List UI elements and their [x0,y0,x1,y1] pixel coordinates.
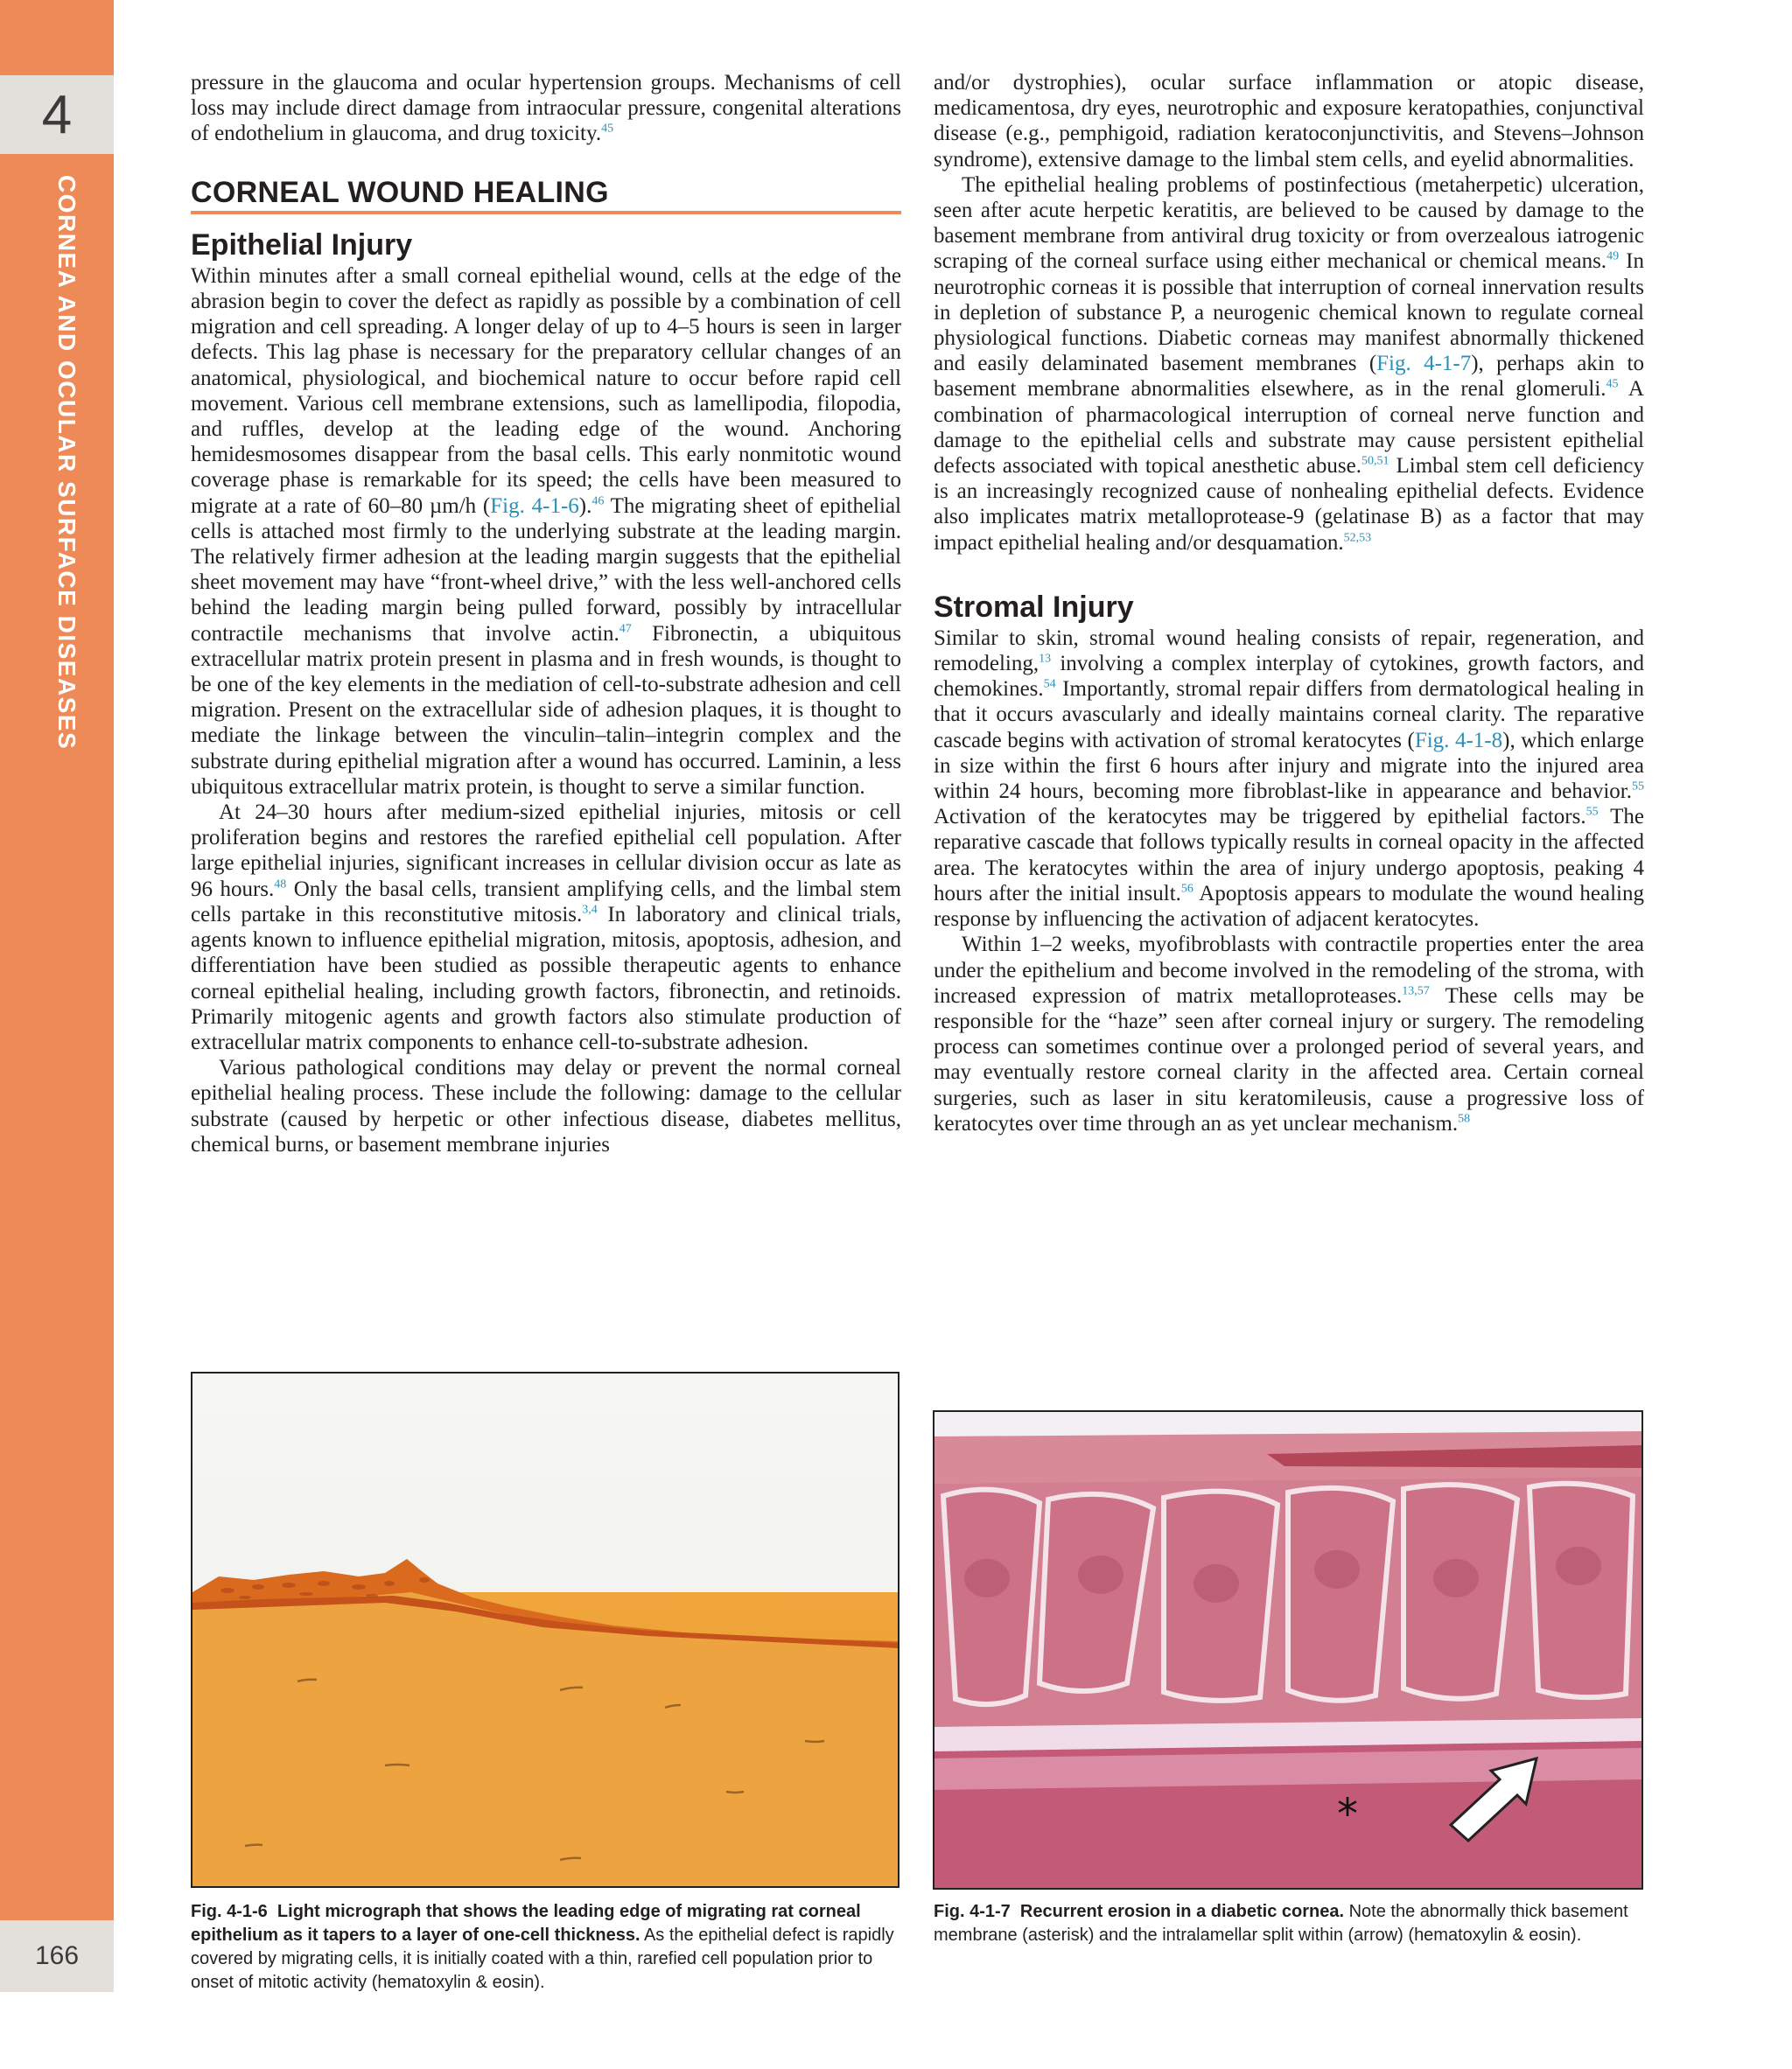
figure-label: Fig. 4-1-6 [191,1902,268,1921]
reference-superscript: 47 [619,622,632,636]
reference-superscript: 13 [1039,652,1052,666]
right-text-column [934,70,1644,1136]
reference-superscript: 54 [1043,677,1056,691]
figure-link[interactable]: Fig. 4-1-6 [490,493,579,518]
caption-body: As the epithelial defect is rapidly covered by migrating cells, it is initially coated with a thin, rarefied cell population prior to onset of mitotic activity (hematoxylin & eosin). [191,1926,894,1992]
body-paragraph: and/or dystrophies), ocular surface inflammation or atopic disease, medicamentosa, dry eyes, neurotrophic and exposure keratopathies, conjunctival disease (e.g., pemphigoid, radiation keratoconjunctivitis, and Stevens–Johnson syndrome), extensive damage to the limbal stem cells, and eyelid abnormalities. [934,71,1644,171]
reference-superscript: 50,51 [1362,454,1390,468]
page-number: 166 [34,1941,80,1970]
body-paragraph: At 24–30 hours after medium-sized epithelial injuries, mitosis or cell proliferation begins and restores the rarefied epithelial cell population. After large epithelial injuries, significant increases in cellular division occur as late as 96 hours.$^{48}$ Only the basal cells, transient amplifying cells, and the limbal stem cells partake in this reconstitutive mitosis.$^{3,4}$ In laboratory and clinical trials, agents known to influence epithelial migration, mitosis, apoptosis, adhesion, and differentiation have been studied as possible therapeutic agents to enhance corneal epithelial healing, including growth factors, fibronectin, and retinoids. Primarily mitogenic agents and growth factors also stimulate production of extracellular matrix components to enhance cell-to-substrate adhesion. [191,800,901,1054]
reference-superscript: 46 [592,494,605,508]
reference-superscript: 45 [601,122,614,136]
reference-superscript: 48 [274,877,287,891]
figure-4-1-7-micrograph [933,1410,1643,1890]
body-paragraph: Various pathological conditions may delay or prevent the normal corneal epithelial healing process. These include the following: damage to the cellular substrate (caused by herpetic or other infectious disease, diabetes mellitus, chemical burns, or basement membrane injuries [191,1056,901,1157]
figure-link[interactable]: Fig. 4-1-7 [1376,352,1472,376]
chapter-number-box [0,75,114,154]
caption-title: Light micrograph that shows the leading edge of migrating rat corneal epithelium as it tapers to a layer of one-cell thickness. [191,1902,861,1945]
reference-superscript: 3,4 [582,903,598,917]
left-text-column [191,70,901,1157]
chapter-number: 4 [41,84,73,145]
reference-superscript: 58 [1458,1112,1471,1126]
body-paragraph: Within 1–2 weeks, myofibroblasts with contractile properties enter the area under the epithelium and become involved in the remodeling of the stroma, with increased expression of matrix metalloproteases.$^{13,57}$ These cells may be responsible for the “haze” seen after corneal injury or surgery. The remodeling process can sometimes continue over a prolonged period of several years, and may eventually restore corneal clarity in the affected area. Certain corneal surgeries, such as laser in situ keratomileusis, cause a progressive loss of keratocytes over time through an as yet unclear mechanism.$^{58}$ [934,933,1644,1136]
figure-label: Fig. 4-1-7 [934,1902,1011,1921]
figure-4-1-7-caption [934,1900,1644,1947]
page-number-box [0,1920,114,1992]
micrograph-image [934,1412,1642,1888]
chapter-title-vertical: CORNEA AND OCULAR SURFACE DISEASES [53,175,80,751]
caption-title: Recurrent erosion in a diabetic cornea. [1019,1902,1345,1921]
micrograph-image [192,1374,898,1886]
body-paragraph: The epithelial healing problems of postinfectious (metaherpetic) ulceration, seen after acute herpetic keratitis, are believed to be caused by damage to the basement membrane from antiviral drug toxicity or from overzealous iatrogenic scraping of the corneal surface using either mechanical or chemical means.$^{49}$ In neurotrophic corneas it is possible that interruption of corneal innervation results in depletion of substance P, a neurogenic chemical known to regulate corneal physiological functions. Diabetic corneas may manifest abnormally thickened and easily delaminated basement membranes (Fig. 4-1-7), perhaps akin to basement membrane abnormalities elsewhere, as in the renal glomeruli.$^{45}$ A combination of pharmacological interruption of corneal nerve function and damage to the epithelial cells and substrate may cause persistent epithelial defects associated with topical anesthetic abuse.$^{50,51}$ Limbal stem cell deficiency is an increasingly recognized cause of nonhealing epithelial defects. Evidence also implicates matrix metalloprotease-9 (gelatinase B) as a factor that may impact epithelial healing and/or desquamation.$^{52,53}$ [934,172,1645,555]
section-heading: CORNEAL WOUND HEALING [191,180,901,214]
reference-superscript: 52,53 [1343,531,1372,545]
body-paragraph: Within minutes after a small corneal epithelial wound, cells at the edge of the abrasion begin to cover the defect as rapidly as possible by a combination of cell migration and cell spreading. A longer delay of up to 4–5 hours is seen in larger defects. This lag phase is necessary for the preparatory cellular changes of an anatomical, physiological, and biochemical nature to occur before rapid cell movement. Various cell membrane extensions, such as lamellipodia, filopodia, and ruffles, develop at the leading edge of the wound. Anchoring hemidesmosomes disappear from the basal cells. This early nonmitotic wound coverage phase is remarkable for its speed; the cells have been measured to migrate at a rate of 60–80 µm/h (Fig. 4-1-6).$^{46}$ The migrating sheet of epithelial cells is attached most firmly to the underlying substrate at the leading margin. The relatively firmer adhesion at the leading margin suggests that the epithelial sheet movement may have “front-wheel drive,” with the less well-anchored cells behind the leading margin being pulled forward, possibly by intracellular contractile mechanisms that involve actin.$^{47}$ Fibronectin, a ubiquitous extracellular matrix protein present in plasma and in fresh wounds, is thought to be one of the key elements in the mediation of cell-to-substrate adhesion and cell migration. Present on the extracellular side of adhesion plaques, it is thought to mediate the linkage between the vinculin–talin–integrin complex and the substrate during epithelial migration after a wound has occurred. Laminin, a less ubiquitous extracellular matrix protein, is thought to serve a similar function. [191,263,901,799]
subheading-epithelial-injury: Epithelial Injury [191,227,413,262]
reference-superscript: 55 [1586,805,1599,819]
intro-paragraph: pressure in the glaucoma and ocular hypertension groups. Mechanisms of cell loss may include direct damage from intraocular pressure, congenital alterations of endothelium in glaucoma, and drug toxicity.$^{45}$ [191,71,901,146]
caption-body: Note the abnormally thick basement membrane (asterisk) and the intralamellar split within (arrow) (hematoxylin & eosin). [934,1902,1628,1945]
figure-4-1-6-micrograph [191,1372,900,1888]
reference-superscript: 49 [1606,250,1620,264]
reference-superscript: 45 [1606,378,1619,392]
asterisk-marker: * [1337,1790,1358,1839]
reference-superscript: 56 [1180,882,1194,896]
body-paragraph: Similar to skin, stromal wound healing consists of repair, regeneration, and remodeling,$^{13}$ involving a complex interplay of cytokines, growth factors, and chemokines.$^{54}$ Importantly, stromal repair differs from dermatological healing in that it occurs avascularly and ideally maintains corneal clarity. The reparative cascade begins with activation of stromal keratocytes (Fig. 4-1-8), which enlarge in size within the first 6 hours after injury and migrate into the injured area within 24 hours, becoming more fibroblast-like in appearance and behavior.$^{55}$ Activation of the keratocytes may be triggered by epithelial factors.$^{55}$ The reparative cascade that follows typically results in corneal opacity in the affected area. The keratocytes within the area of injury undergo apoptosis, peaking 4 hours after the initial insult.$^{56}$ Apoptosis appears to modulate the wound healing response by influencing the activation of adjacent keratocytes. [934,626,1645,932]
reference-superscript: 13,57 [1402,984,1430,998]
figure-link[interactable]: Fig. 4-1-8 [1414,728,1503,752]
subheading-stromal-injury: Stromal Injury [934,590,1134,624]
figure-4-1-6-caption [191,1900,901,1995]
reference-superscript: 55 [1632,779,1644,793]
